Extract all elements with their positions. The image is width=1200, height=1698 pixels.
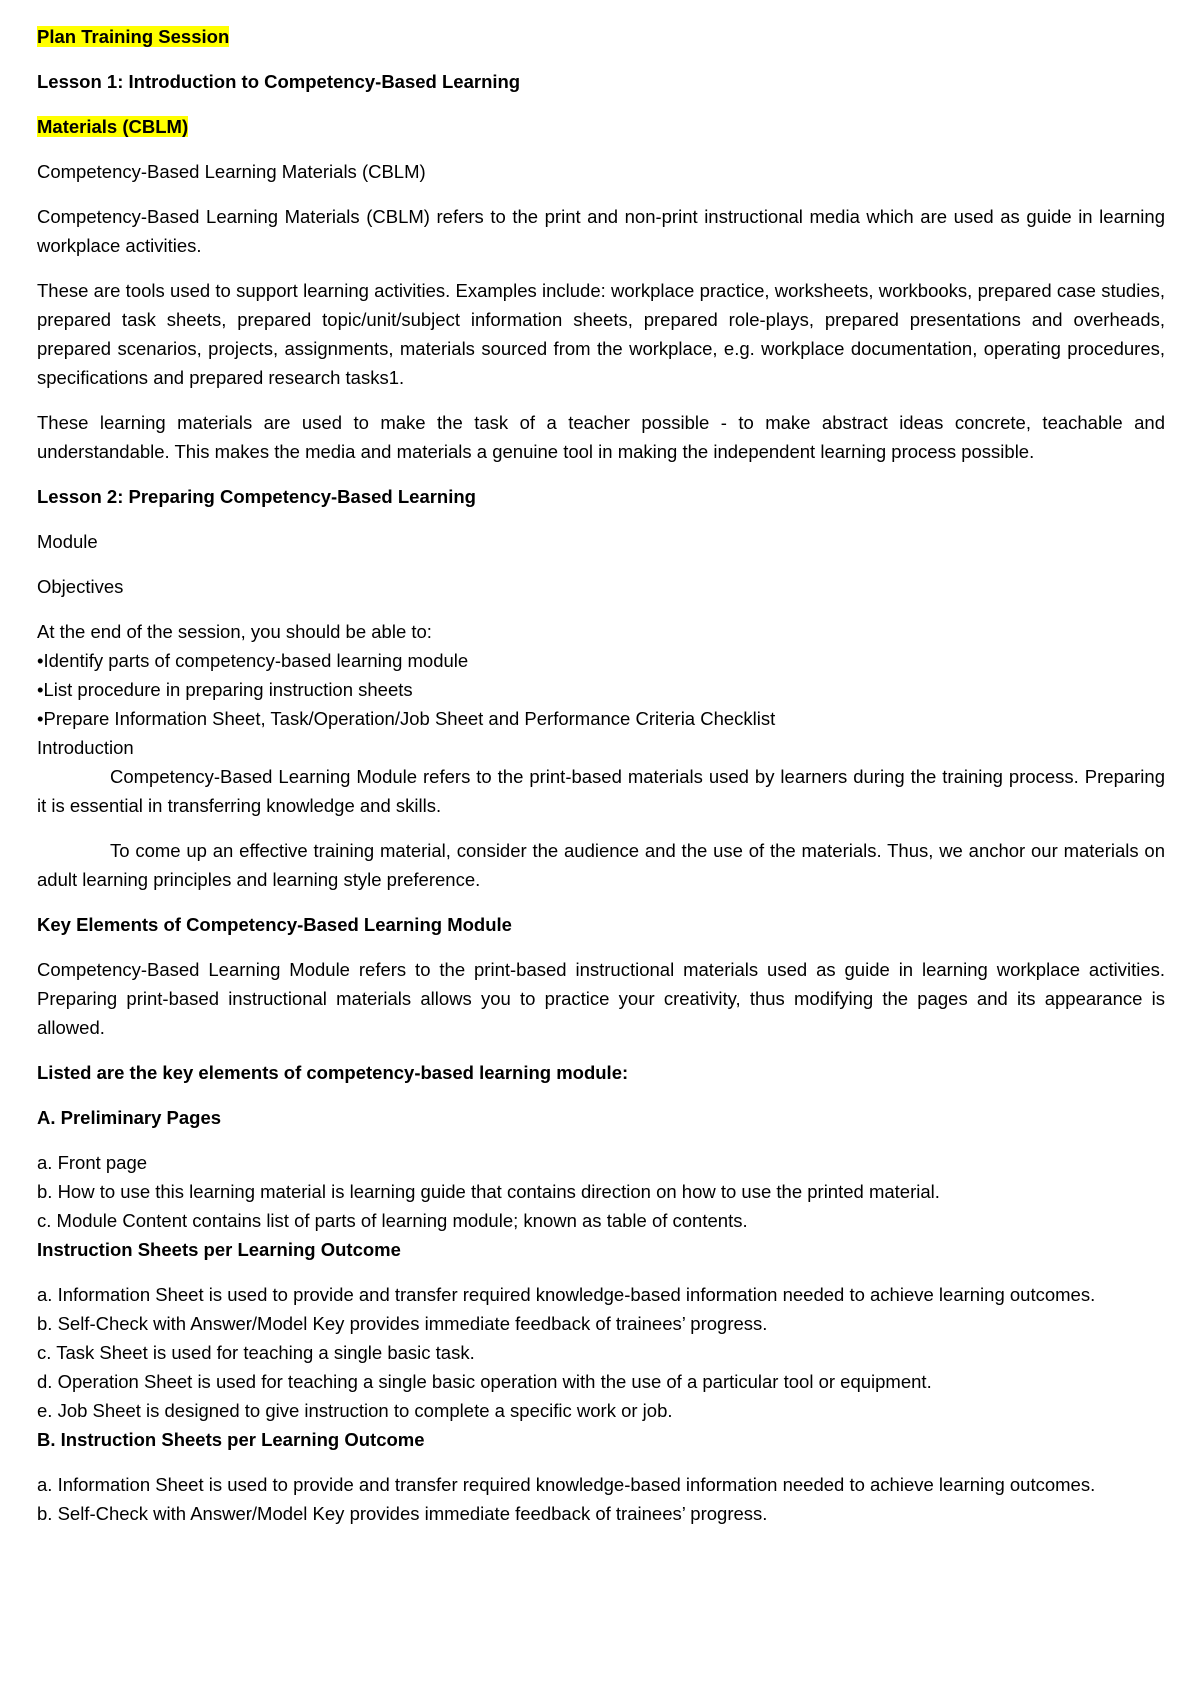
lesson1-paragraph-3: These learning materials are used to make the task of a teacher possible - to make abstract ideas concrete, teachable and understandable. This makes the media and materials a genuine tool in making the independent learning process possible. — [37, 412, 1165, 462]
instruction-sheets-heading: Instruction Sheets per Learning Outcome — [37, 1239, 401, 1260]
list-item: a. Front page — [37, 1152, 148, 1173]
objectives-heading: Objectives — [37, 576, 124, 597]
list-item: a. Information Sheet is used to provide and transfer required knowledge-based information needed to achieve learning outcomes. — [37, 1474, 1096, 1495]
lesson1-paragraph-1: Competency-Based Learning Materials (CBLM) refers to the print and non-print instructional media which are used as guide in learning workplace activities. — [37, 206, 1165, 256]
list-item: c. Task Sheet is used for teaching a single basic task. — [37, 1342, 475, 1363]
lesson1-paragraph-2: These are tools used to support learning activities. Examples include: workplace practice, worksheets, workbooks, prepared case studies, prepared task sheets, prepared topic/unit/subject information sheets, prepared role-plays, prepared presentations and overheads, prepared scenarios, projects, assignments, materials sourced from the workplace, e.g. workplace documentation, operating procedures, specifications and prepared research tasks1. — [37, 280, 1165, 388]
document-title: Plan Training Session — [37, 26, 230, 47]
list-item: b. How to use this learning material is learning guide that contains direction on how to use the printed material. — [37, 1181, 940, 1202]
key-elements-heading: Key Elements of Competency-Based Learning Module — [37, 914, 512, 935]
section-b-list — [37, 1470, 1165, 1528]
objective-item: •Prepare Information Sheet, Task/Operation/Job Sheet and Performance Criteria Checklist — [37, 708, 776, 729]
list-item: a. Information Sheet is used to provide and transfer required knowledge-based information needed to achieve learning outcomes. — [37, 1284, 1096, 1305]
introduction-heading: Introduction — [37, 737, 134, 758]
module-label: Module — [37, 531, 98, 552]
list-item: c. Module Content contains list of parts of learning module; known as table of contents. — [37, 1210, 748, 1231]
introduction-paragraph-2: To come up an effective training material, consider the audience and the use of the materials. Thus, we anchor our materials on adult learning principles and learning style preference. — [37, 840, 1165, 890]
objectives-block — [37, 617, 1165, 762]
lesson1-heading: Lesson 1: Introduction to Competency-Based Learning — [37, 71, 521, 92]
section-a-list — [37, 1148, 1165, 1264]
list-item: b. Self-Check with Answer/Model Key provides immediate feedback of trainees’ progress. — [37, 1503, 768, 1524]
list-item: d. Operation Sheet is used for teaching a single basic operation with the use of a particular tool or equipment. — [37, 1371, 932, 1392]
list-item: e. Job Sheet is designed to give instruction to complete a specific work or job. — [37, 1400, 673, 1421]
list-item: b. Self-Check with Answer/Model Key provides immediate feedback of trainees’ progress. — [37, 1313, 768, 1334]
introduction-paragraph-1: Competency-Based Learning Module refers to the print-based materials used by learners during the training process. Preparing it is essential in transferring knowledge and skills. — [37, 766, 1165, 816]
objective-item: •Identify parts of competency-based learning module — [37, 650, 469, 671]
objectives-intro: At the end of the session, you should be able to: — [37, 621, 432, 642]
materials-heading: Materials (CBLM) — [37, 116, 189, 137]
key-elements-paragraph: Competency-Based Learning Module refers to the print-based instructional materials used as guide in learning workplace activities. Preparing print-based instructional materials allows you to practice your creativity, thus modifying the pages and its appearance is allowed. — [37, 959, 1165, 1038]
listed-heading: Listed are the key elements of competency-based learning module: — [37, 1062, 629, 1083]
objective-item: •List procedure in preparing instruction sheets — [37, 679, 413, 700]
lesson2-heading: Lesson 2: Preparing Competency-Based Learning — [37, 486, 476, 507]
section-a-heading: A. Preliminary Pages — [37, 1107, 222, 1128]
instruction-sheets-list — [37, 1280, 1165, 1454]
section-b-heading: B. Instruction Sheets per Learning Outcome — [37, 1429, 425, 1450]
cblm-title: Competency-Based Learning Materials (CBLM) — [37, 161, 426, 182]
